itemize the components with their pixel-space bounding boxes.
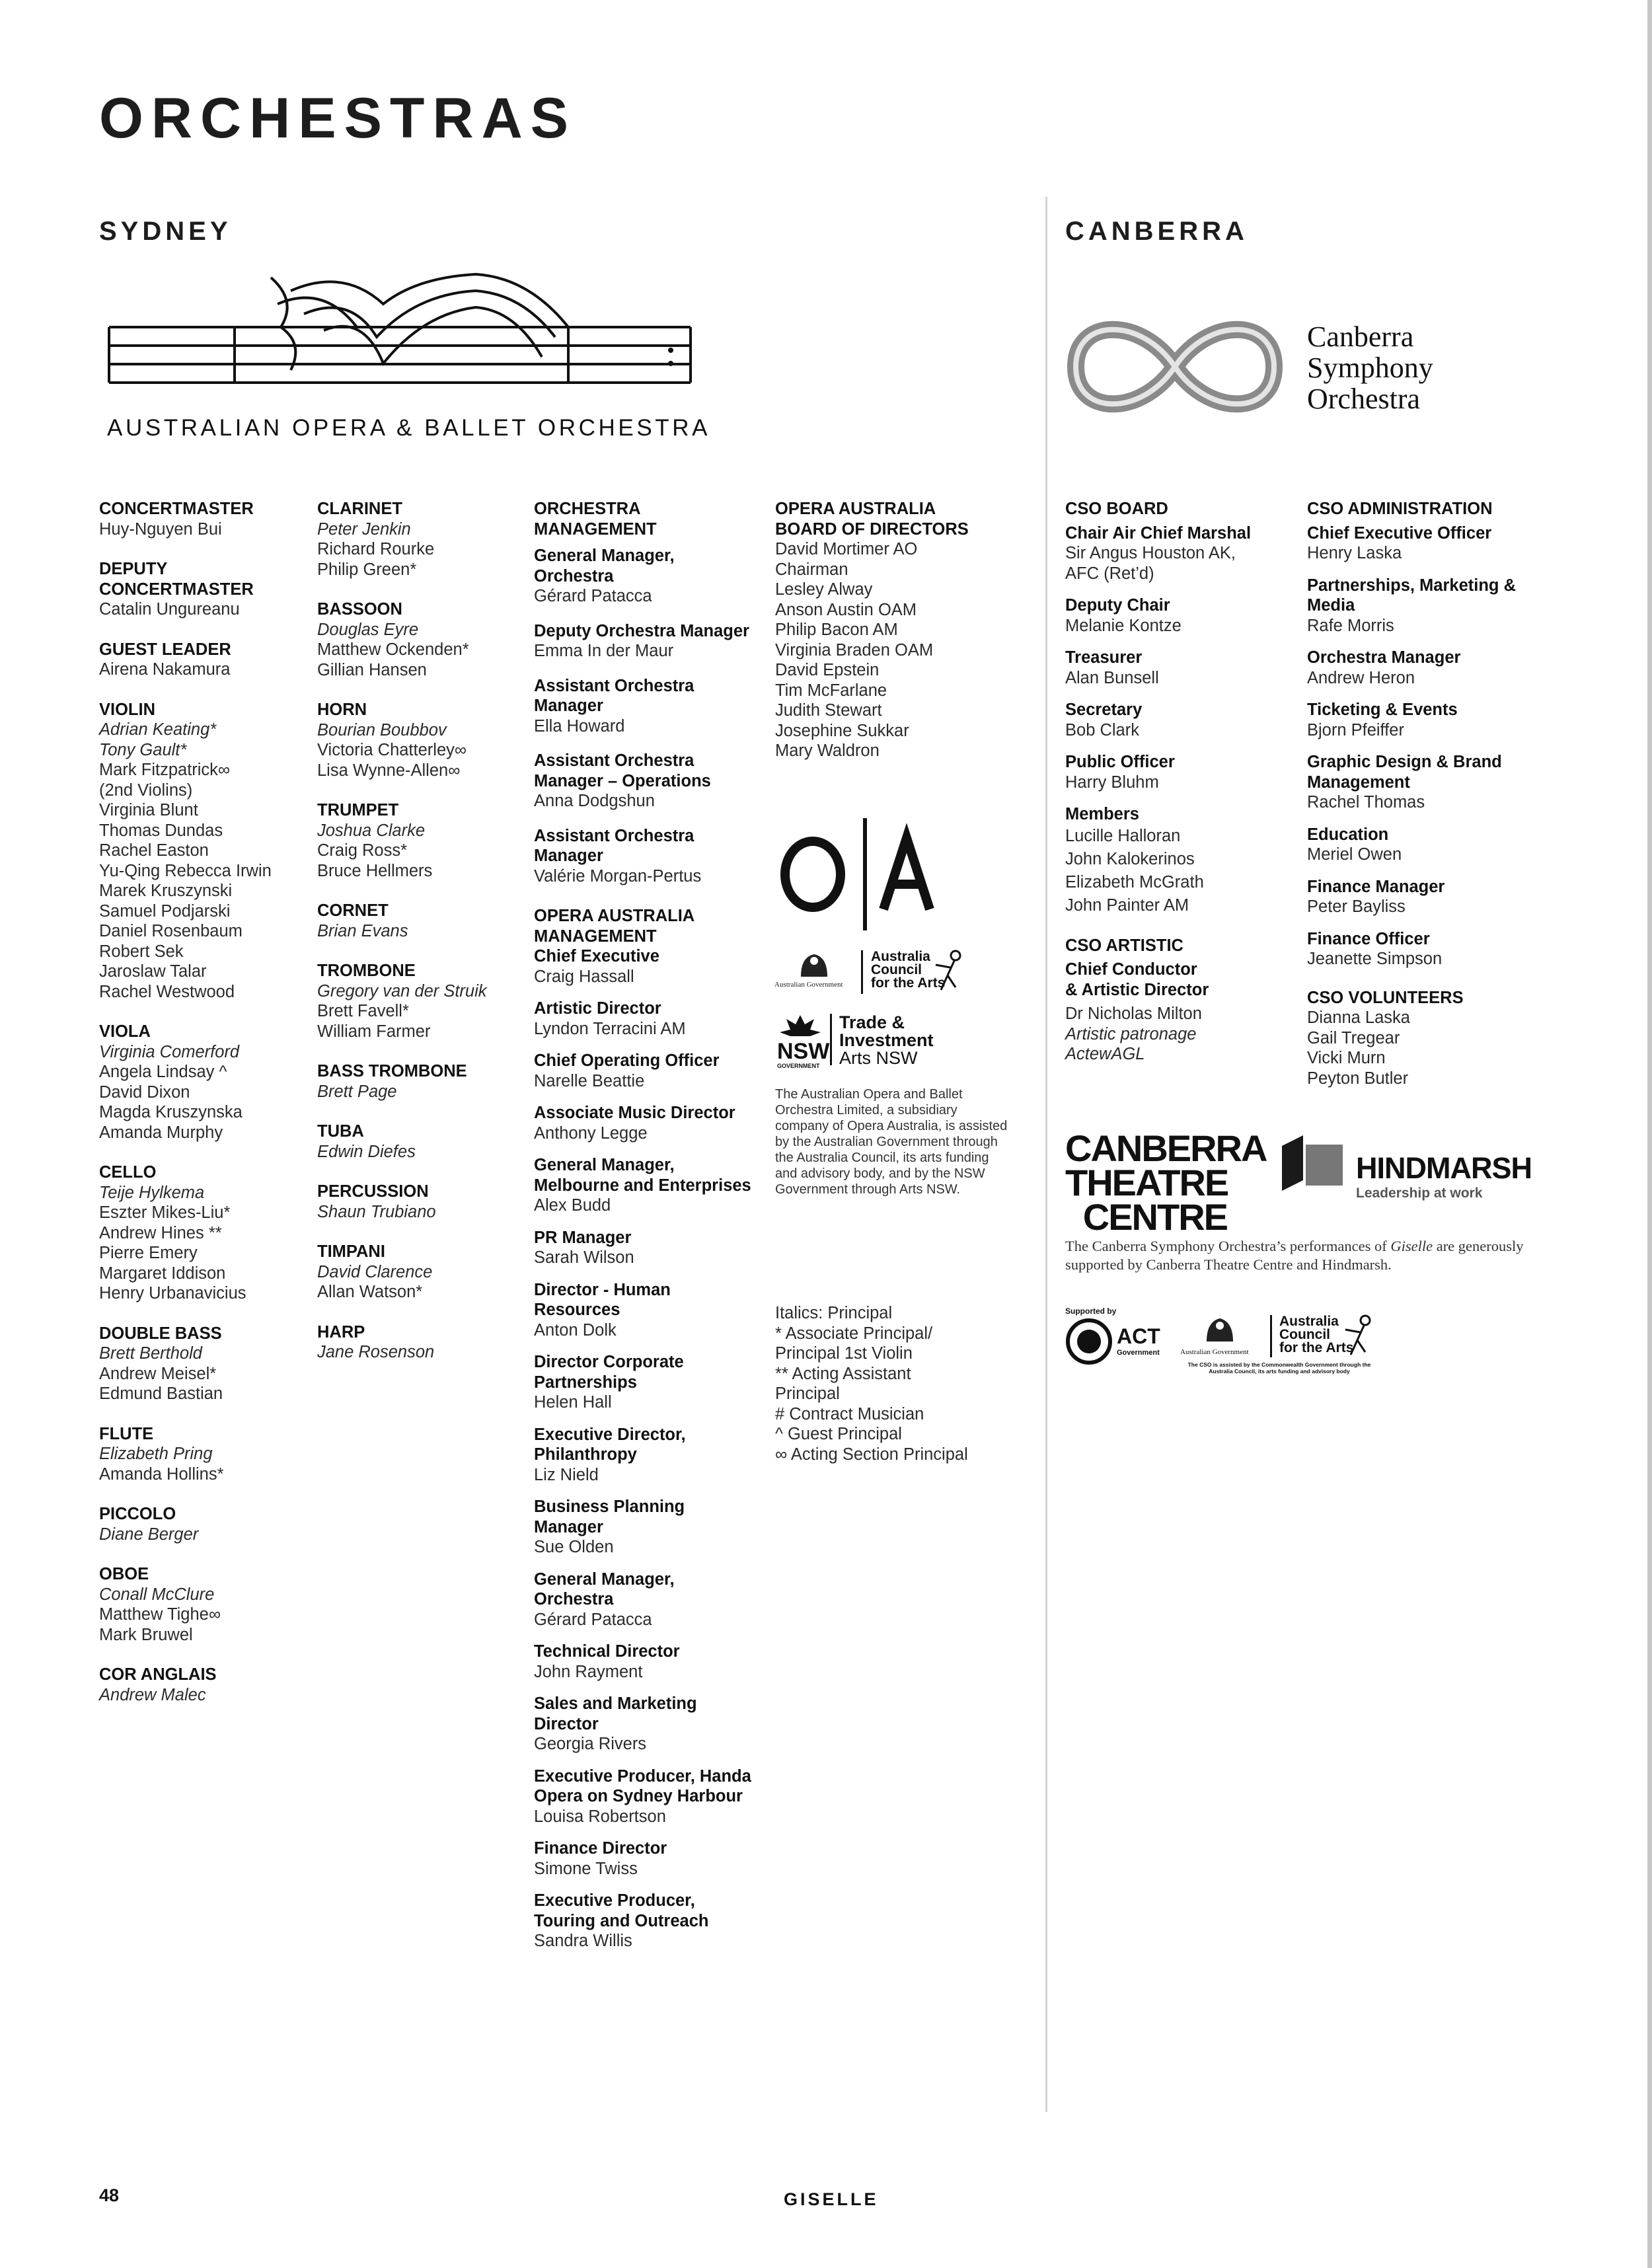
member-name: Andrew Hines ** (99, 1223, 222, 1242)
management-entry (534, 1051, 752, 1091)
management-entry (534, 1352, 752, 1413)
management-entry (534, 1103, 752, 1143)
section-title: TRUMPET (317, 801, 399, 819)
role-title: Members (1065, 805, 1139, 823)
role-title: Business Planning Manager (534, 1497, 685, 1536)
person-name: Anthony Legge (534, 1123, 648, 1143)
volunteer-name: Peyton Butler (1307, 1069, 1409, 1088)
supported-by-label: Supported by (1065, 1306, 1117, 1316)
member-name: Joshua Clarke (317, 821, 425, 840)
cso-admin-entry (1307, 576, 1525, 636)
person-name: Craig Hassall (534, 967, 634, 986)
trade-investment-logo: Trade & Investment Arts NSW (839, 1012, 934, 1068)
person-name: Emma In der Maur (534, 642, 674, 660)
member-name: Craig Ross* (317, 841, 408, 860)
person-name: Henry Laska (1307, 544, 1402, 562)
section (99, 499, 311, 539)
cso-admin-title: CSO ADMINISTRATION (1307, 500, 1493, 518)
member-name: Philip Green* (317, 560, 417, 579)
member-name: Brett Page (317, 1082, 397, 1101)
member-name: Conall McClure (99, 1585, 215, 1604)
role-title: Assistant Orchestra Manager (534, 676, 695, 715)
hindmarsh-name: HINDMARSH (1356, 1151, 1532, 1185)
section-title: OBOE (99, 1565, 149, 1583)
cso-artistic-title: CSO ARTISTIC (1065, 936, 1183, 955)
member-name: David Clarence (317, 1262, 433, 1281)
person-name: Harry Bluhm (1065, 773, 1159, 792)
member-name: Amanda Hollins* (99, 1464, 224, 1484)
board-title: OPERA AUSTRALIA BOARD OF DIRECTORS (775, 500, 969, 539)
member-name: Mark Bruwel (99, 1625, 193, 1644)
role-title: Executive Producer, Handa Opera on Sydney Harbour (534, 1766, 751, 1805)
member-name: Allan Watson* (317, 1283, 423, 1301)
cso-admin-entry (1307, 523, 1525, 564)
member-name: Jane Rosenson (317, 1343, 435, 1361)
member-name: Angela Lindsay ^ (99, 1063, 227, 1081)
person-name: Simone Twiss (534, 1859, 638, 1878)
oa-logo (774, 818, 953, 930)
member-name: David Dixon (99, 1082, 190, 1102)
role-title: Director - Human Resources (534, 1280, 671, 1319)
member-name: Jaroslaw Talar (99, 962, 207, 981)
management-entry (534, 1694, 752, 1755)
section (99, 1564, 311, 1645)
role-title: Executive Director, Philanthropy (534, 1425, 686, 1464)
member-name: Edmund Bastian (99, 1384, 223, 1403)
aobo-logo-caption: AUSTRALIAN OPERA & BALLET ORCHESTRA (107, 415, 711, 441)
cso-australia-council-logo: Australia Council for the Arts (1279, 1314, 1354, 1355)
section-title: TUBA (317, 1122, 364, 1141)
member-name: Virginia Blunt (99, 801, 198, 819)
management-entry (534, 946, 752, 987)
member-name: Diane Berger (99, 1525, 199, 1544)
section (99, 1424, 311, 1485)
management-entry (534, 1425, 752, 1486)
role-title: Deputy Chair (1065, 596, 1170, 615)
member-name: Peter Jenkin (317, 519, 411, 539)
board-member: Chairman (775, 560, 848, 579)
role-title: Sales and Marketing Director (534, 1694, 697, 1733)
section-title: VIOLIN (99, 700, 156, 719)
section (317, 1322, 529, 1363)
hindmarsh-tagline: Leadership at work (1356, 1186, 1483, 1201)
member-name: Adrian Keating* (99, 720, 217, 739)
actewagl: ActewAGL (1065, 1045, 1145, 1063)
role-title: Chief Operating Officer (534, 1051, 720, 1070)
management-entry (534, 621, 752, 662)
person-name: Liz Nield (534, 1465, 599, 1484)
person-name: Anton Dolk (534, 1320, 617, 1340)
cso-admin-entry (1307, 929, 1525, 969)
person-name: Sarah Wilson (534, 1248, 634, 1267)
board-member: Josephine Sukkar (775, 721, 909, 740)
column-divider (1045, 197, 1047, 2112)
board-member: David Mortimer AO (775, 540, 918, 558)
management-entry (534, 1228, 752, 1268)
board-member: David Epstein (775, 661, 880, 679)
section-title: DOUBLE BASS (99, 1324, 222, 1343)
member-name: Daniel Rosenbaum (99, 922, 243, 940)
section (99, 1162, 311, 1304)
board-member: Virginia Braden OAM (775, 640, 934, 660)
section-title: TROMBONE (317, 962, 416, 980)
management-entry (534, 1838, 752, 1879)
person-name: Rafe Morris (1307, 616, 1394, 635)
person-name: Narelle Beattie (534, 1071, 645, 1090)
artistic-patronage: Artistic patronage (1065, 1024, 1197, 1043)
person-name: Georgia Rivers (534, 1735, 647, 1753)
person-name: Andrew Heron (1307, 668, 1415, 687)
person-name: AFC (Ret’d) (1065, 564, 1154, 583)
board-member: Anson Austin OAM (775, 600, 917, 619)
member-name: Samuel Podjarski (99, 901, 231, 921)
member-name: Marek Kruszynski (99, 882, 233, 900)
act-government-text: Government (1117, 1349, 1160, 1357)
person-name: Alan Bunsell (1065, 668, 1159, 687)
cso-admin-entry (1307, 700, 1525, 740)
volunteer-name: Dianna Laska (1307, 1008, 1410, 1027)
person-name: Sue Olden (534, 1538, 614, 1556)
section-title: BASSOON (317, 600, 402, 619)
member-name: Teije Hylkema (99, 1183, 205, 1202)
management-entry (534, 1642, 752, 1682)
act-emblem (1065, 1318, 1113, 1365)
chief-conductor-name: Dr Nicholas Milton (1065, 1004, 1202, 1023)
cso-admin-entry (1307, 752, 1525, 813)
section (317, 1182, 529, 1222)
board-member: Mary Waldron (775, 741, 880, 760)
member-name: Brett Berthold (99, 1344, 202, 1363)
section-title: CORNET (317, 901, 389, 920)
member-name: Richard Rourke (317, 540, 435, 558)
person-name: Gérard Patacca (534, 1610, 652, 1629)
section (317, 1061, 529, 1102)
legend (775, 1303, 1026, 1464)
section-title: VIOLA (99, 1022, 151, 1041)
person-name: Anna Dodgshun (534, 792, 655, 810)
cso-logo-text: Canberra Symphony Orchestra (1307, 321, 1433, 415)
section-title: GUEST LEADER (99, 640, 231, 659)
legend-line: * Associate Principal/ (775, 1324, 933, 1343)
legend-line: ∞ Acting Section Principal (775, 1445, 968, 1464)
role-title: Artistic Director (534, 999, 661, 1018)
member-name: Matthew Ockenden* (317, 640, 469, 659)
person-name: Melanie Kontze (1065, 616, 1182, 635)
role-title: Chair Air Chief Marshal (1065, 523, 1252, 543)
section (317, 499, 529, 580)
footer-title: GISELLE (784, 2189, 879, 2209)
member-name: Henry Urbanavicius (99, 1284, 246, 1303)
section-title: BASS TROMBONE (317, 1062, 467, 1080)
role-title: Assistant Orchestra Manager (534, 826, 695, 865)
orchestra-management-title: ORCHESTRA MANAGEMENT (534, 500, 657, 539)
member-name: Catalin Ungureanu (99, 600, 240, 619)
management-entry (534, 826, 752, 887)
section (99, 640, 311, 680)
section (317, 700, 529, 780)
role-title: General Manager, Melbourne and Enterprises (534, 1156, 751, 1195)
section (317, 599, 529, 680)
section-title: HORN (317, 700, 367, 719)
act-wordmark: ACT (1117, 1324, 1160, 1348)
canberra-heading: CANBERRA (1065, 217, 1248, 246)
member-name: Robert Sek (99, 942, 184, 961)
member-name: Bourian Boubbov (317, 720, 447, 739)
section-title: TIMPANI (317, 1242, 385, 1261)
member-name: Brett Favell* (317, 1002, 409, 1020)
member-name: Gregory van der Struik (317, 981, 487, 1001)
role-title: Associate Music Director (534, 1104, 735, 1122)
member-name: Shaun Trubiano (317, 1202, 436, 1221)
australian-government-crest: Australian Government (774, 950, 854, 997)
management-entry (534, 1497, 752, 1558)
role-title: Chief Executive (534, 947, 659, 965)
member-name: Elizabeth Pring (99, 1445, 213, 1463)
cso-board-entry (1065, 752, 1293, 792)
board-column (775, 499, 1020, 761)
role-title: Public Officer (1065, 753, 1175, 771)
member-name: Margaret Iddison (99, 1264, 226, 1283)
volunteer-name: Gail Tregear (1307, 1028, 1400, 1047)
section-title: COR ANGLAIS (99, 1665, 217, 1684)
role-title: Treasurer (1065, 648, 1143, 667)
person-name: Louisa Robertson (534, 1807, 666, 1826)
dancer-icon (932, 949, 963, 991)
management-entry (534, 1155, 752, 1216)
management-entry (534, 751, 752, 812)
cso-board-entry (1065, 523, 1293, 584)
person-name: Valérie Morgan-Pertus (534, 866, 702, 886)
page-number: 48 (99, 2185, 120, 2205)
cso-admin-column (1307, 499, 1525, 1088)
cso-australian-government-crest (1201, 1315, 1238, 1343)
section-title: FLUTE (99, 1424, 154, 1443)
member-name: William Farmer (317, 1022, 431, 1041)
person-name: Elizabeth McGrath (1065, 872, 1204, 891)
role-title: Orchestra Manager (1307, 648, 1461, 667)
member-name: Edwin Diefes (317, 1142, 416, 1161)
section-title: PICCOLO (99, 1505, 176, 1523)
person-name: John Kalokerinos (1065, 849, 1195, 868)
section-title: HARP (317, 1322, 365, 1342)
section-title: CONCERTMASTER (99, 500, 254, 518)
member-name: Matthew Tighe∞ (99, 1605, 221, 1624)
member-name: Gillian Hansen (317, 660, 427, 679)
page-title: ORCHESTRAS (99, 87, 577, 150)
role-title: Secretary (1065, 700, 1143, 719)
section (99, 1324, 311, 1404)
role-title: General Manager, Orchestra (534, 1569, 675, 1608)
cso-volunteers-title: CSO VOLUNTEERS (1307, 988, 1464, 1007)
person-name: Sandra Willis (534, 1932, 632, 1950)
person-name: Bjorn Pfeiffer (1307, 720, 1404, 739)
member-name: (2nd Violins) (99, 780, 193, 800)
cso-board-entry (1065, 648, 1293, 688)
person-name: Ella Howard (534, 716, 625, 736)
member-name: Douglas Eyre (317, 620, 419, 639)
role-title: Ticketing & Events (1307, 700, 1458, 719)
member-name: Andrew Meisel* (99, 1364, 217, 1383)
person-name: Alex Budd (534, 1196, 611, 1215)
cso-admin-entry (1307, 825, 1525, 865)
cso-infinity-logo (1063, 311, 1287, 423)
chief-conductor-role: Chief Conductor & Artistic Director (1065, 960, 1209, 999)
role-title: Technical Director (534, 1642, 680, 1661)
section (317, 1121, 529, 1162)
cso-board-entry (1065, 804, 1293, 917)
person-name: Helen Hall (534, 1393, 612, 1412)
person-name: Lyndon Terracini AM (534, 1019, 686, 1038)
section (99, 559, 311, 620)
section (99, 700, 311, 1002)
australia-council-logo: Australia Council for the Arts (871, 949, 946, 991)
person-name: Meriel Owen (1307, 845, 1402, 864)
volunteer-name: Vicki Murn (1307, 1049, 1386, 1067)
member-name: Huy-Nguyen Bui (99, 519, 222, 539)
role-title: Graphic Design & Brand Management (1307, 753, 1502, 792)
role-title: Partnerships, Marketing & Media (1307, 576, 1516, 615)
member-name: Yu-Qing Rebecca Irwin (99, 861, 272, 880)
role-title: Executive Producer, Touring and Outreach (534, 1891, 709, 1930)
member-name: Rachel Easton (99, 841, 209, 860)
management-entry (534, 999, 752, 1039)
section-title: CLARINET (317, 500, 402, 518)
section (317, 1242, 529, 1303)
legend-line: Principal (775, 1384, 840, 1403)
section-title: PERCUSSION (317, 1182, 429, 1201)
cso-admin-entry (1307, 648, 1525, 688)
person-name: Lucille Halloran (1065, 826, 1181, 845)
role-title: Deputy Orchestra Manager (534, 621, 749, 640)
section (317, 901, 529, 941)
person-name: John Painter AM (1065, 895, 1189, 915)
management-entry (534, 1766, 752, 1827)
role-title: Finance Manager (1307, 877, 1445, 896)
legend-line: ** Acting Assistant (775, 1364, 911, 1383)
person-name: Bob Clark (1065, 720, 1139, 739)
nsw-government-text: GOVERNMENT (777, 1063, 820, 1069)
legend-line: Italics: Principal (775, 1304, 893, 1322)
board-member: Philip Bacon AM (775, 621, 898, 639)
aobo-support-text: The Australian Opera and Ballet Orchestra Limited, a subsidiary company of Opera Australia, is assisted by the Australian Government through the Australia Council, its arts funding and advisory body, and by the NSW Government through Arts NSW. (775, 1087, 1008, 1197)
member-name: Eszter Mikes-Liu* (99, 1203, 231, 1222)
sydney-sections-col2 (317, 499, 529, 1382)
role-title: Finance Officer (1307, 929, 1430, 948)
cso-logo-separator (1270, 1315, 1272, 1357)
cso-admin-entry (1307, 877, 1525, 917)
section-title: CELLO (99, 1163, 157, 1182)
member-name: Andrew Malec (99, 1685, 206, 1704)
section (99, 1504, 311, 1544)
nsw-wordmark: NSW (777, 1039, 830, 1064)
role-title: PR Manager (534, 1228, 632, 1247)
board-member: Tim McFarlane (775, 681, 887, 700)
aobo-logo (106, 264, 700, 403)
person-name: Peter Bayliss (1307, 897, 1406, 916)
cso-board-entry (1065, 700, 1293, 740)
oa-management-title: OPERA AUSTRALIA MANAGEMENT (534, 907, 695, 946)
member-name: Magda Kruszynska (99, 1103, 243, 1121)
role-title: General Manager, Orchestra (534, 547, 675, 586)
page-edge (1647, 0, 1652, 2268)
person-name: Rachel Thomas (1307, 793, 1425, 812)
sydney-heading: SYDNEY (99, 217, 232, 246)
sydney-sections-col1 (99, 499, 311, 1725)
section-title: DEPUTY CONCERTMASTER (99, 560, 254, 599)
person-name: Sir Angus Houston AK, (1065, 544, 1236, 562)
role-title: Assistant Orchestra Manager – Operations (534, 751, 711, 790)
canberra-theatre-centre-logo: CANBERRA THEATRE CENTRE (1065, 1127, 1267, 1238)
member-name: Rachel Westwood (99, 982, 235, 1001)
management-entry (534, 1280, 752, 1341)
management-entry (534, 1569, 752, 1630)
cso-board-entry (1065, 595, 1293, 636)
person-name: Gérard Patacca (534, 587, 652, 605)
member-name: Brian Evans (317, 921, 408, 940)
member-name: Amanda Murphy (99, 1123, 223, 1142)
person-name: John Rayment (534, 1662, 643, 1681)
board-member: Lesley Alway (775, 580, 873, 599)
section (99, 1022, 311, 1143)
role-title: Chief Executive Officer (1307, 523, 1492, 543)
legend-line: Principal 1st Violin (775, 1344, 913, 1363)
member-name: Pierre Emery (99, 1244, 198, 1262)
member-name: Victoria Chatterley∞ (317, 741, 467, 759)
cso-board-column (1065, 499, 1293, 1065)
cso-board-title: CSO BOARD (1065, 500, 1168, 518)
role-title: Director Corporate Partnerships (534, 1353, 684, 1392)
cso-australian-government-text: Australian Government (1180, 1348, 1249, 1356)
board-member: Judith Stewart (775, 701, 882, 720)
management-entry (534, 1891, 752, 1951)
nsw-separator (830, 1014, 832, 1065)
member-name: Mark Fitzpatrick∞ (99, 761, 231, 779)
member-name: Bruce Hellmers (317, 861, 433, 880)
section (99, 1665, 311, 1705)
cso-government-note: The CSO is assisted by the Commonwealth Government through the Australia Council, its arts funding and advisory body (1187, 1361, 1371, 1375)
legend-line: ^ Guest Principal (775, 1425, 902, 1443)
hindmarsh-mark (1279, 1133, 1345, 1193)
section (317, 961, 529, 1041)
logo-separator (861, 950, 863, 994)
cso-support-text: The Canberra Symphony Orchestra’s performances of Giselle are generously supported by Canberra Theatre Centre and Hindmarsh. (1065, 1238, 1524, 1273)
legend-line: # Contract Musician (775, 1404, 924, 1423)
management-column (534, 499, 752, 1963)
member-name: Tony Gault* (99, 740, 187, 759)
member-name: Airena Nakamura (99, 660, 231, 679)
section (317, 800, 529, 881)
role-title: Finance Director (534, 1839, 667, 1858)
person-name: Jeanette Simpson (1307, 950, 1443, 968)
member-name: Thomas Dundas (99, 821, 223, 840)
management-entry (534, 676, 752, 737)
management-entry (534, 546, 752, 607)
cso-dancer-icon (1341, 1314, 1373, 1356)
role-title: Education (1307, 825, 1389, 844)
member-name: Virginia Comerford (99, 1042, 240, 1061)
member-name: Lisa Wynne-Allen∞ (317, 761, 461, 780)
